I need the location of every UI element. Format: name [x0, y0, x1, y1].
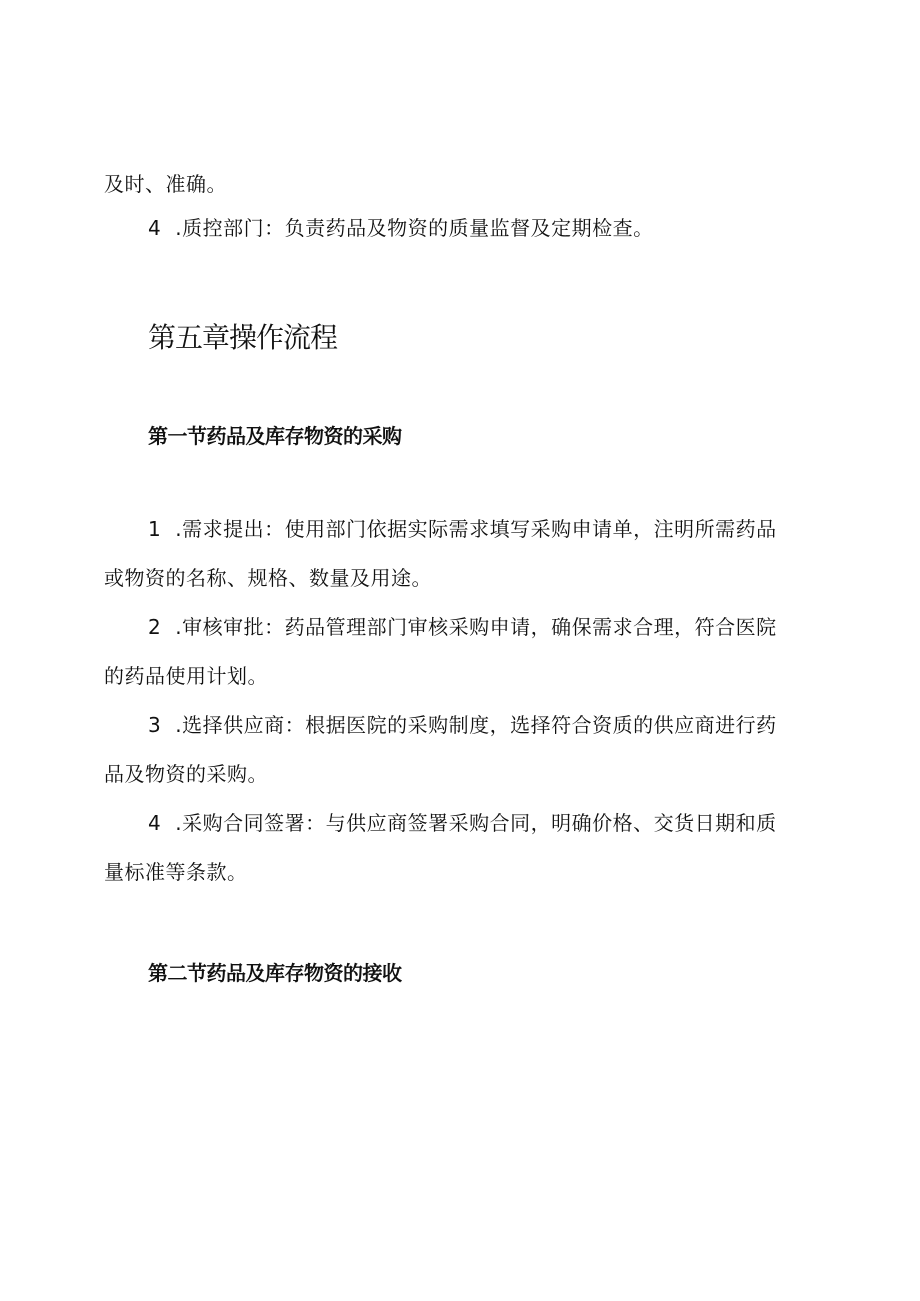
section-2-title: 第二节药品及库存物资的接收: [148, 961, 402, 985]
item-number: 3: [148, 713, 162, 737]
list-item-2-line1: [148, 613, 777, 641]
chapter-title: 第五章操作流程: [148, 321, 338, 354]
list-item-2-line2: 的药品使用计划。: [104, 664, 268, 688]
section-1-title: 第一节药品及库存物资的采购: [148, 424, 402, 448]
list-item-3-line1: [148, 711, 777, 739]
item-text: .需求提出：使用部门依据实际需求填写采购申请单，注明所需药品: [175, 517, 777, 541]
item-number: 2: [148, 615, 162, 639]
item-text: .采购合同签署：与供应商签署采购合同，明确价格、交货日期和质: [175, 811, 777, 835]
list-item-1-line2: 或物资的名称、规格、数量及用途。: [104, 566, 432, 590]
item-number: 4: [148, 811, 162, 835]
prev-item-4: [148, 214, 654, 242]
list-item-1-line1: [148, 515, 777, 543]
list-item-3-line2: 品及物资的采购。: [104, 762, 268, 786]
list-item-4-line2: 量标准等条款。: [104, 860, 248, 884]
list-item-4-line1: [148, 809, 777, 837]
item-text: .质控部门：负责药品及物资的质量监督及定期检查。: [175, 216, 654, 240]
item-number: 1: [148, 517, 162, 541]
item-number: 4: [148, 216, 162, 240]
continuation-text: 及时、准确。: [104, 172, 227, 196]
item-text: .选择供应商：根据医院的采购制度，选择符合资质的供应商进行药: [175, 713, 777, 737]
item-text: .审核审批：药品管理部门审核采购申请，确保需求合理，符合医院: [175, 615, 777, 639]
